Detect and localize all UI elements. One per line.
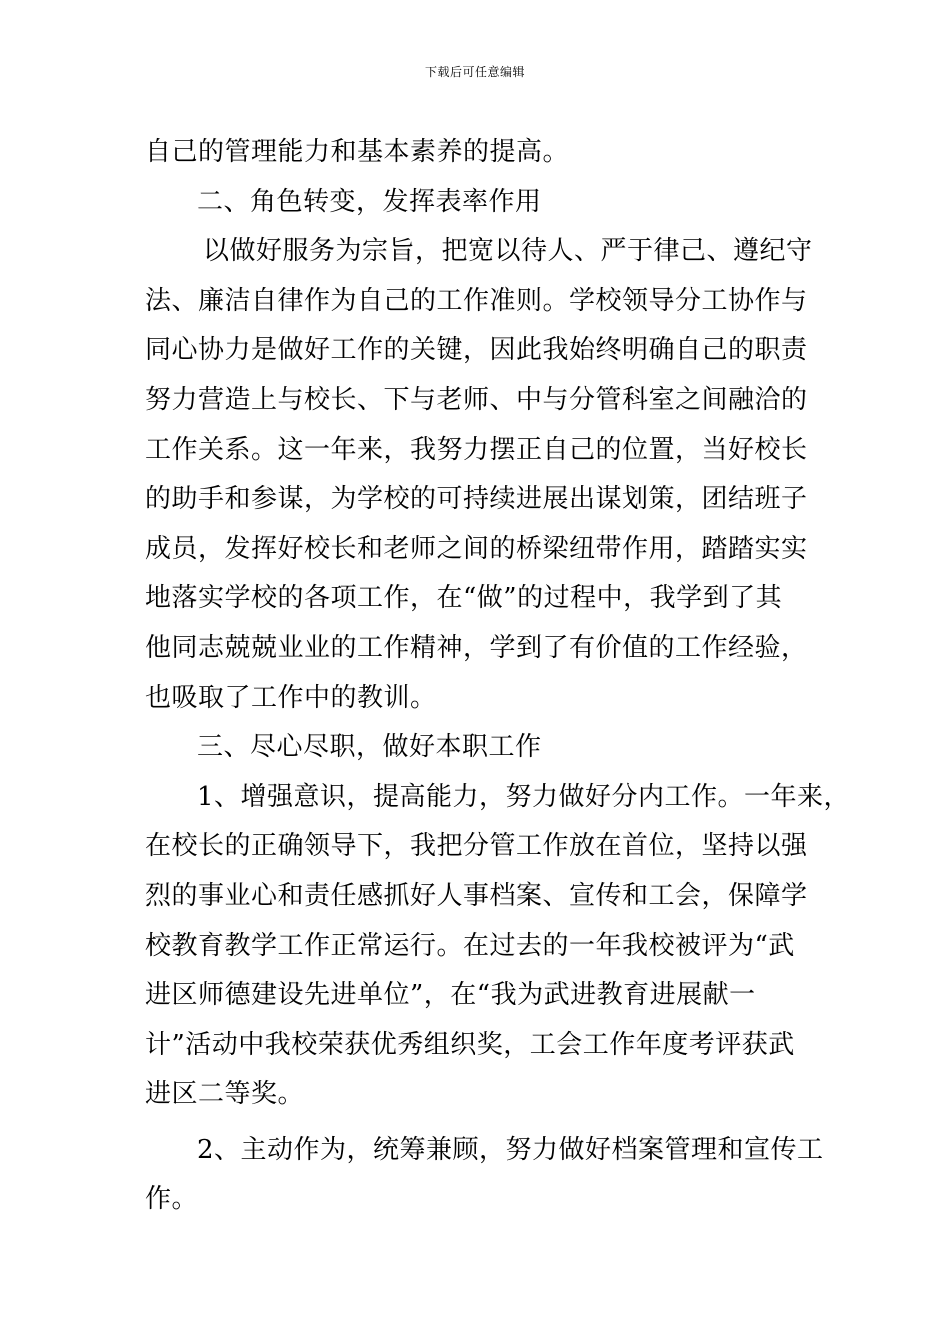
- text-line: 进区二等奖。: [145, 1079, 305, 1110]
- text-line: 也吸取了工作中的教训。: [145, 682, 437, 713]
- text-line: 成员，发挥好校长和老师之间的桥梁纽带作用，踏踏实实: [145, 533, 808, 564]
- text-line: 二、角色转变，发挥表率作用: [197, 186, 542, 217]
- page-header: 下载后可任意编辑: [424, 65, 525, 79]
- text-line: 在校长的正确领导下，我把分管工作放在首位，坚持以强: [145, 831, 808, 862]
- text-line: 校教育教学工作正常运行。在过去的一年我校被评为“武: [145, 930, 795, 961]
- text-line: 同心协力是做好工作的关键，因此我始终明确自己的职责: [145, 335, 808, 366]
- text-line: 进区师德建设先进单位”，在“我为武进教育进展献一: [145, 980, 756, 1011]
- text-line: 自己的管理能力和基本素养的提高。: [145, 137, 570, 167]
- text-line: 的助手和参谋，为学校的可持续进展出谋划策，团结班子: [145, 484, 808, 515]
- text-line: 1、增强意识，提高能力，努力做好分内工作。一年来，: [197, 781, 851, 812]
- document-body: [145, 128, 851, 1225]
- text-line: 工作关系。这一年来，我努力摆正自己的位置，当好校长: [145, 434, 808, 465]
- text-line: 作。: [145, 1184, 199, 1215]
- text-line: 计”活动中我校荣获优秀组织奖，工会工作年度考评获武: [145, 1029, 795, 1060]
- text-line: 努力营造上与校长、下与老师、中与分管科室之间融洽的: [145, 384, 808, 415]
- text-line: 烈的事业心和责任感抓好人事档案、宣传和工会，保障学: [145, 880, 808, 911]
- text-line: 他同志兢兢业业的工作精神，学到了有价值的工作经验，: [145, 632, 808, 663]
- text-line: 法、廉洁自律作为自己的工作准则。学校领导分工协作与: [145, 285, 808, 316]
- text-line: 地落实学校的各项工作，在“做”的过程中，我学到了其: [145, 583, 783, 614]
- text-line: 2、主动作为，统筹兼顾，努力做好档案管理和宣传工: [197, 1134, 824, 1165]
- text-line: 三、尽心尽职，做好本职工作: [197, 732, 542, 763]
- text-line: 以做好服务为宗旨，把宽以待人、严于律己、遵纪守: [203, 236, 813, 267]
